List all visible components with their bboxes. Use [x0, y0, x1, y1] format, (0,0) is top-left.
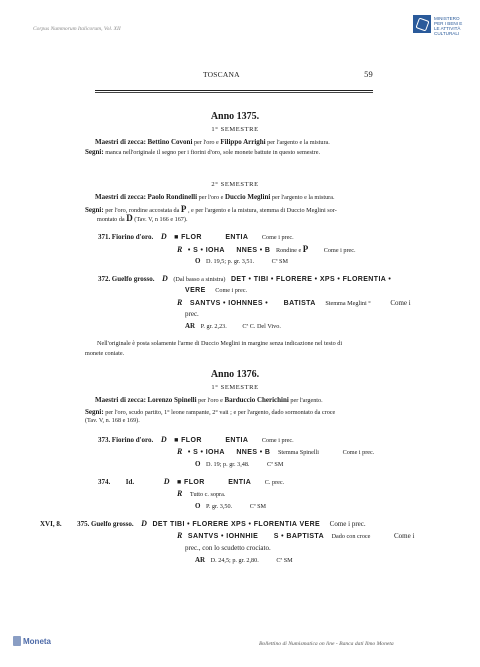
entry-372-obverse-cont — [185, 287, 247, 295]
segni-text: (Tav. V, n 166 e 167). — [134, 216, 188, 223]
entry-374-meta — [195, 502, 266, 511]
segni-text: , e per l'argento e la mistura, stemma di Duccio Meglini sor- — [187, 207, 337, 214]
page-number: 59 — [364, 69, 373, 79]
collection: Cª SM — [271, 258, 288, 265]
entry-note: Come i prec. — [342, 449, 375, 456]
series-header: Corpus Nummorum Italicorum, Vol. XII — [33, 26, 121, 32]
ministry-line: LE ATTIVITÀ — [434, 26, 461, 31]
moneta-logo-text: Moneta — [23, 637, 51, 646]
segni-line — [85, 408, 335, 417]
maestri-text: per l'argento. — [290, 397, 323, 404]
segni-line — [97, 214, 188, 224]
mark-text: Dado con croce — [331, 533, 371, 540]
entry-373-obverse — [98, 436, 294, 445]
legend-text: ■ FLOR — [174, 234, 202, 241]
segni-text: per l'oro, scudo partito, 1° leone rampante, 2° vaii ; e per l'argento, dado sormontato da croce — [105, 409, 336, 416]
plate-reference: XVI, 8. — [40, 520, 62, 528]
collection: Cª C. Del Vivo. — [242, 323, 281, 330]
maestro-name: Lorenzo Spinelli — [147, 396, 197, 404]
legend-text: DET TIBI • FLORERE XPS • FLORENTIA VERE — [152, 521, 321, 528]
footer-credit: Bollettino di Numismatica on line - Banca dati Ilmo Moneta — [259, 641, 394, 647]
legend-text: ENTIA — [225, 437, 249, 444]
obverse-symbol: D — [160, 232, 167, 241]
entry-371-meta — [195, 257, 288, 266]
ministry-text — [434, 16, 474, 36]
entry-note: Come i prec. — [261, 234, 294, 241]
ministry-emblem-icon — [413, 15, 431, 33]
moneta-logo — [13, 632, 53, 648]
legend-text: VERE — [185, 287, 206, 294]
entry-371-obverse — [98, 233, 294, 242]
entry-note: C. prec. — [264, 479, 285, 486]
legend-text: ENTIA — [228, 479, 252, 486]
entry-note: Come i prec. — [323, 247, 356, 254]
metal-symbol: AR — [195, 556, 206, 564]
denomination: Id. — [125, 478, 135, 486]
moneta-logo-icon — [13, 636, 21, 646]
reverse-symbol: R — [177, 245, 183, 254]
reverse-symbol: R — [177, 447, 183, 456]
ministry-line: CULTURALI — [434, 31, 460, 36]
entry-375-reverse — [177, 532, 414, 541]
reverse-symbol: R — [177, 531, 183, 540]
mark-text: Stemma Spinelli — [277, 449, 320, 456]
metal-symbol: AR — [185, 322, 196, 330]
mark-text: Rondine e — [275, 247, 302, 254]
maestri-label: Maestri di zecca: — [95, 193, 146, 201]
segni-label: Segni: — [85, 408, 104, 416]
maestro-name: Bettino Covoni — [147, 138, 193, 146]
entry-374-reverse — [177, 490, 225, 499]
maestri-label: Maestri di zecca: — [95, 138, 146, 146]
mark-text: Stemma Meglini ° — [325, 300, 371, 307]
denomination: Fiorino d'oro. — [111, 233, 154, 241]
legend-text: ENTIA — [225, 234, 249, 241]
mark-letter: P — [180, 204, 187, 214]
entry-372-footnote: Nell'originale è posta solamente l'arme di Duccio Meglini in margine senza indicazione nel testo di — [97, 340, 343, 347]
entry-371-reverse — [177, 245, 356, 255]
maestri-text: per l'argento e la mistura. — [267, 139, 330, 146]
entry-number: 372. — [98, 275, 111, 283]
collection: Cª SM — [249, 503, 267, 510]
metal-symbol: O — [195, 460, 201, 468]
legend-text: SANTVS • IOHNHIE — [187, 533, 259, 540]
collection: Cª SM — [267, 461, 284, 468]
entry-number: 374. — [98, 478, 111, 486]
entry-375-reverse-cont: prec., con lo scudetto crociato. — [185, 544, 271, 552]
ministry-line: MINISTERO — [434, 16, 460, 21]
entry-372-reverse-cont: prec. — [185, 310, 199, 318]
segni-line-cont: (Tav. V, n. 168 e 169). — [85, 417, 140, 424]
ministry-logo — [413, 15, 473, 37]
header-rule — [95, 90, 373, 91]
metal-symbol: O — [195, 257, 201, 265]
maestri-line — [95, 396, 323, 405]
maestri-text: per l'argento e la mistura. — [271, 194, 335, 201]
entry-372-footnote-cont: monete coniate. — [85, 350, 125, 357]
entry-373-meta — [195, 460, 283, 469]
entry-note: Come i — [390, 299, 411, 307]
segni-label: Segni: — [85, 148, 104, 156]
legend-text: SANTVS • IOHNNES • — [189, 300, 269, 307]
entry-374-obverse — [98, 478, 284, 487]
legend-text: DET • TIBI • FLORERE • XPS • FLORENTIA • — [230, 276, 392, 283]
weight-diameter: D. 19; p. gr. 3,48. — [206, 461, 250, 468]
segni-label: Segni: — [85, 206, 104, 214]
entry-number: 373. — [98, 436, 111, 444]
entry-372-reverse — [177, 299, 411, 308]
entry-372-obverse — [98, 275, 391, 284]
maestro-name: Filippo Arrighi — [220, 138, 266, 146]
entry-number: 375. — [77, 520, 90, 528]
legend-text: NNES • B — [236, 449, 271, 456]
collection: Cª SM — [276, 557, 293, 564]
maestri-label: Maestri di zecca: — [95, 396, 146, 404]
maestri-line — [95, 193, 335, 202]
denomination: Fiorino d'oro. — [111, 436, 154, 444]
segni-text: per l'oro, rondine accostata da — [105, 207, 180, 214]
entry-number: 371. — [98, 233, 111, 241]
semester-heading: 1° SEMESTRE — [211, 384, 259, 391]
mark-letter: D — [126, 213, 133, 223]
legend-text: ■ FLOR — [174, 437, 202, 444]
maestri-text: per l'oro e — [193, 139, 219, 146]
segni-text: manca nell'originale il segno per i fiorini d'oro, sole monete battute in questo semestre. — [105, 149, 320, 156]
legend-text: • S • IOHA — [187, 247, 225, 254]
weight-diameter: D. 19,5; p. gr. 3,51. — [206, 258, 255, 265]
maestri-line — [95, 138, 330, 147]
obverse-symbol: D — [163, 477, 170, 486]
maestro-name: Paolo Rondinelli — [147, 193, 198, 201]
entry-375-obverse — [40, 520, 366, 529]
weight-diameter: P. gr. 3,50. — [206, 503, 233, 510]
entry-373-reverse — [177, 448, 374, 457]
mark-letter: P — [302, 244, 309, 254]
year-heading-1375: Anno 1375. — [210, 111, 260, 122]
maestro-name: Barduccio Cherichini — [224, 396, 289, 404]
legend-text: • S • IOHA — [187, 449, 225, 456]
entry-375-meta — [195, 556, 293, 565]
weight-diameter: P. gr. 2,23. — [200, 323, 227, 330]
year-heading-1376: Anno 1376. — [210, 369, 260, 380]
entry-note: Come i — [393, 532, 415, 540]
segni-text: montato da — [97, 216, 125, 223]
semester-heading: 1° SEMESTRE — [211, 126, 259, 133]
legend-prefix: (Dal basso a sinistra) — [173, 276, 226, 283]
legend-text: NNES • B — [236, 247, 271, 254]
entry-note: Come i prec. — [261, 437, 294, 444]
reverse-symbol: R — [177, 298, 183, 307]
entry-note: Tutto c. sopra. — [189, 491, 226, 498]
entry-note: Come i prec. — [215, 287, 248, 294]
entry-372-meta — [185, 322, 281, 331]
maestri-text: per l'oro e — [198, 194, 224, 201]
legend-text: BATISTA — [283, 300, 316, 307]
weight-diameter: D. 24,5; p. gr. 2,80. — [210, 557, 259, 564]
metal-symbol: O — [195, 502, 201, 510]
denomination: Guelfo grosso. — [111, 275, 155, 283]
entry-note: Come i prec. — [329, 520, 366, 528]
obverse-symbol: D — [160, 435, 167, 444]
segni-line — [85, 148, 320, 157]
maestri-text: per l'oro e — [198, 397, 223, 404]
obverse-symbol: D — [162, 274, 168, 283]
legend-text: S • BAPTISTA — [273, 533, 325, 540]
semester-heading: 2° SEMESTRE — [211, 181, 259, 188]
legend-text: ■ FLOR — [177, 479, 205, 486]
maestro-name: Duccio Meglini — [224, 193, 271, 201]
section-title: TOSCANA — [203, 70, 240, 79]
ministry-line: PER I BENI E — [434, 21, 463, 26]
reverse-symbol: R — [177, 489, 183, 498]
denomination: Guelfo grosso. — [90, 520, 134, 528]
obverse-symbol: D — [141, 519, 147, 528]
